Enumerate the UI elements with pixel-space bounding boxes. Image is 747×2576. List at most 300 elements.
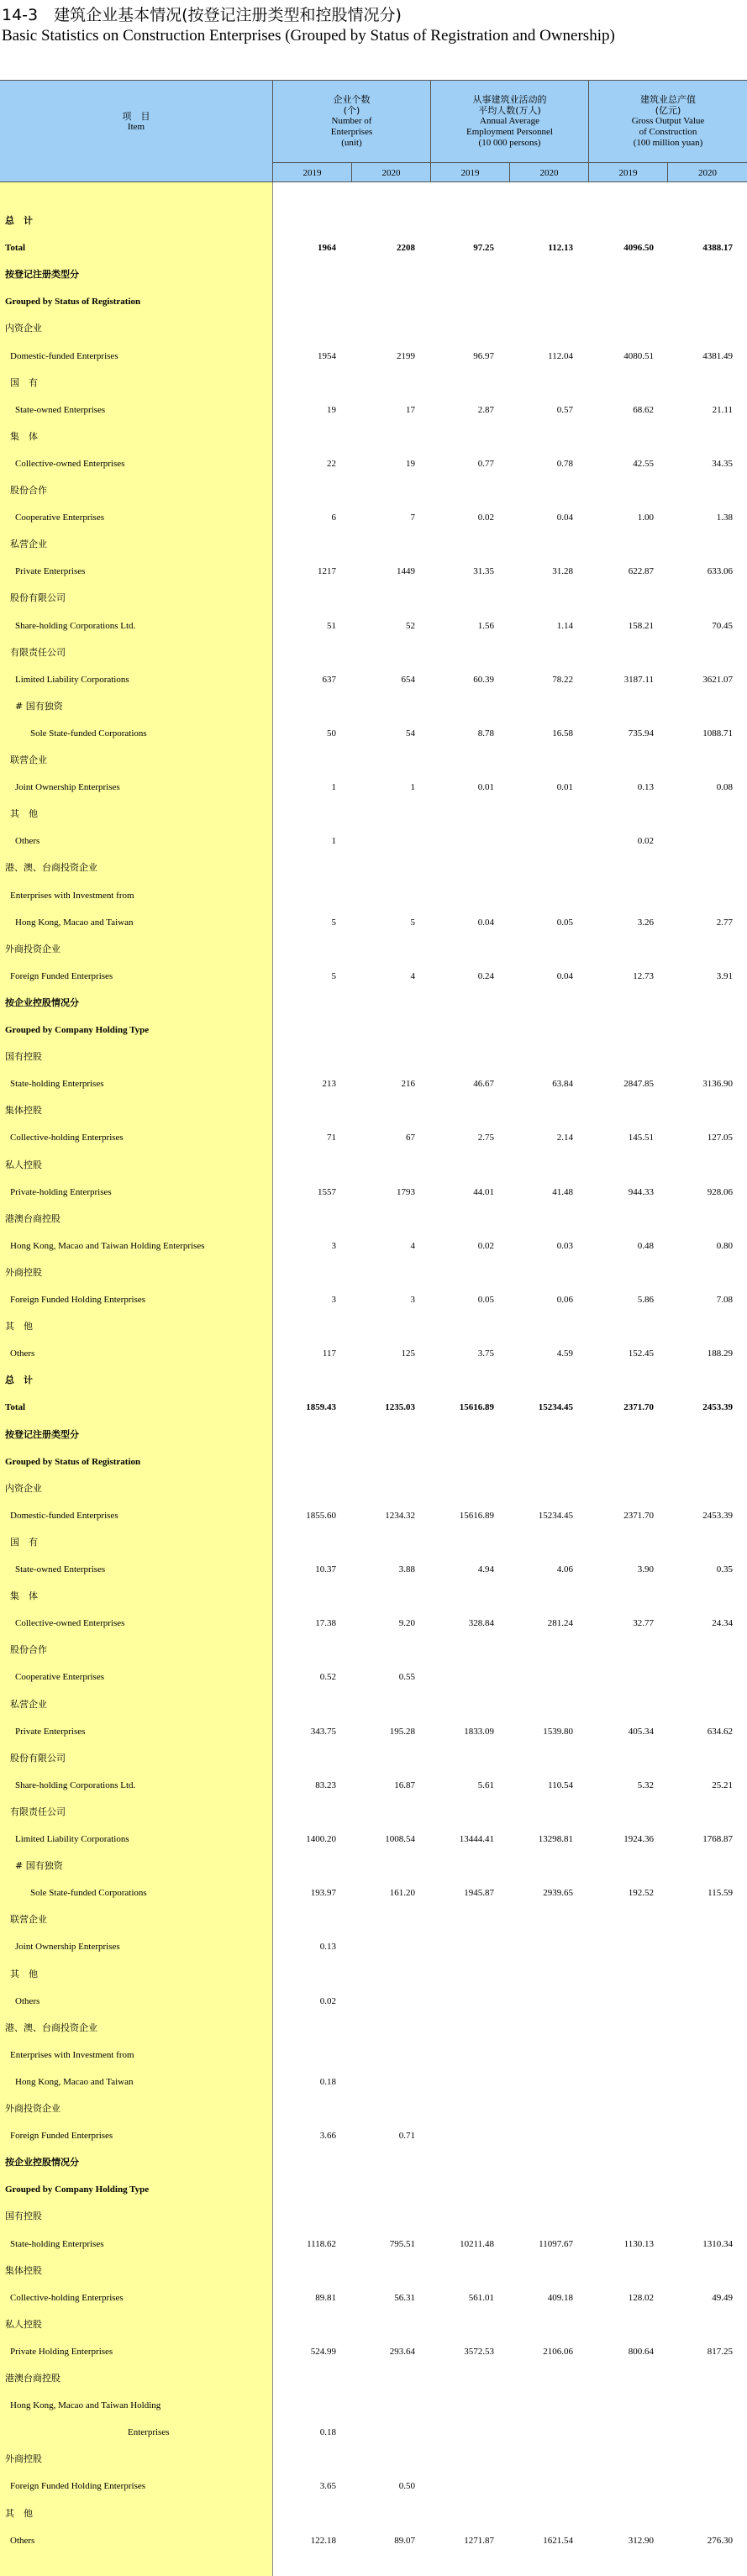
row-value	[578, 1529, 654, 1556]
row-value	[657, 747, 733, 774]
row-label: Grouped by Status of Registration	[5, 1456, 141, 1467]
row-value: 0.55	[398, 1672, 415, 1683]
header-enterprises-en2: Enterprises	[330, 127, 373, 137]
table-row	[0, 234, 747, 261]
row-value: 3136.90	[702, 1079, 733, 1090]
row-value: 19	[327, 404, 336, 415]
row-value	[657, 315, 733, 342]
row-value	[418, 1152, 494, 1179]
header-enterprises-zh: 企业个数	[333, 94, 371, 105]
row-value: 112.04	[548, 350, 573, 361]
row-value: 276.30	[707, 2535, 733, 2546]
row-value: 4080.51	[623, 350, 654, 361]
row-value	[497, 990, 573, 1017]
row-value	[339, 1691, 415, 1718]
row-value: 0.48	[637, 1240, 654, 1251]
row-value	[418, 1475, 494, 1502]
row-value: 293.64	[389, 2346, 415, 2357]
row-value	[418, 1206, 494, 1233]
row-value	[497, 2311, 573, 2338]
row-value	[339, 1583, 415, 1610]
row-value	[497, 2446, 573, 2473]
row-label: Joint Ownership Enterprises	[15, 782, 120, 793]
row-value	[418, 261, 494, 288]
row-label: 私营企业	[10, 539, 47, 550]
header-employment-zh1: 从事建筑业活动的	[472, 94, 547, 105]
row-value	[497, 2258, 573, 2284]
row-value	[339, 370, 415, 397]
row-value: 637	[322, 674, 336, 685]
row-value	[339, 1988, 415, 2015]
row-value: 2106.06	[543, 2346, 573, 2357]
table-row	[0, 2419, 747, 2446]
row-label: # 国有独资	[15, 700, 63, 712]
row-value: 328.84	[468, 1618, 494, 1629]
table-row	[0, 1422, 747, 1448]
row-value	[418, 2015, 494, 2042]
row-value: 0.02	[477, 513, 494, 523]
row-value: 112.13	[548, 243, 573, 254]
row-value: 0.13	[319, 1942, 336, 1953]
row-label: 外商控股	[5, 2453, 42, 2465]
row-value: 16.58	[552, 728, 573, 739]
table-row	[0, 1152, 747, 1179]
row-label: Grouped by Status of Registration	[5, 297, 141, 308]
row-value: 1859.43	[306, 1402, 336, 1413]
table-row	[0, 1124, 747, 1151]
row-label: 按企业控股情况分	[5, 2157, 79, 2169]
table-row	[0, 504, 747, 531]
row-value	[657, 1044, 733, 1070]
row-value: 0.05	[556, 917, 573, 928]
row-value	[657, 1422, 733, 1448]
row-value: 1.14	[556, 620, 573, 631]
row-label: 股份合作	[10, 1644, 47, 1656]
table-row	[0, 1853, 747, 1879]
row-label: 港澳台商控股	[5, 2373, 60, 2384]
row-value: 16.87	[394, 1780, 415, 1790]
row-value	[260, 854, 336, 881]
table-row	[0, 477, 747, 504]
table-row	[0, 2500, 747, 2527]
row-value	[497, 1044, 573, 1070]
row-value: 1	[410, 782, 415, 793]
row-value	[339, 2095, 415, 2122]
row-value	[339, 288, 415, 315]
row-value: 654	[401, 674, 415, 685]
row-value: 795.51	[389, 2238, 415, 2249]
row-value	[497, 477, 573, 504]
row-value: 1	[331, 836, 336, 847]
row-value: 0.01	[477, 782, 494, 793]
row-value	[418, 1745, 494, 1772]
table-row	[0, 370, 747, 397]
row-value	[497, 1017, 573, 1044]
row-value	[339, 1152, 415, 1179]
row-value: 46.67	[473, 1079, 494, 1090]
row-value: 1400.20	[306, 1834, 336, 1844]
row-value	[260, 1475, 336, 1502]
row-label: # 国有独资	[15, 1860, 63, 1872]
row-value: 51	[327, 620, 336, 631]
row-value	[578, 990, 654, 1017]
row-value: 1130.13	[623, 2238, 654, 2249]
table-row	[0, 1745, 747, 1772]
row-value	[497, 1422, 573, 1448]
row-value	[497, 801, 573, 828]
row-value	[418, 2122, 494, 2149]
row-value	[497, 1691, 573, 1718]
row-value	[497, 1529, 573, 1556]
row-label: Enterprises	[128, 2427, 170, 2438]
row-value: 12.73	[633, 970, 654, 981]
row-value: 3	[410, 1295, 415, 1305]
row-value	[339, 2176, 415, 2203]
row-label: Sole State-funded Corporations	[30, 728, 147, 739]
row-value: 5.61	[477, 1780, 494, 1790]
row-value: 1088.71	[702, 728, 733, 739]
row-value	[260, 639, 336, 666]
row-value	[418, 1367, 494, 1394]
row-value: 21.11	[712, 404, 733, 415]
row-value	[418, 1259, 494, 1286]
row-value: 2.14	[556, 1133, 573, 1143]
row-value: 1008.54	[385, 1834, 415, 1844]
row-value	[657, 2392, 733, 2419]
row-value	[418, 1422, 494, 1448]
header-enterprises-en1: Number of	[331, 116, 372, 126]
row-value: 3.90	[637, 1564, 654, 1575]
table-title-block	[0, 0, 747, 80]
row-value	[418, 1691, 494, 1718]
row-value	[657, 1691, 733, 1718]
row-value	[418, 2042, 494, 2069]
row-value: 17.38	[315, 1618, 336, 1629]
row-value: 634.62	[707, 1726, 733, 1737]
table-row	[0, 2473, 747, 2500]
row-value	[339, 2392, 415, 2419]
row-value: 193.97	[310, 1888, 336, 1899]
table-row	[0, 1097, 747, 1124]
row-value	[578, 1853, 654, 1879]
row-value	[339, 2149, 415, 2176]
row-value: 1945.87	[464, 1888, 494, 1899]
row-value	[578, 1367, 654, 1394]
row-value	[339, 261, 415, 288]
row-value: 5.86	[637, 1295, 654, 1305]
row-value: 3.66	[319, 2131, 336, 2142]
table-row	[0, 720, 747, 747]
row-value: 3572.53	[464, 2346, 494, 2357]
row-value: 15616.89	[459, 1510, 494, 1521]
row-value	[578, 315, 654, 342]
table-row	[0, 1367, 747, 1394]
row-value: 6	[331, 513, 336, 523]
row-value	[657, 828, 733, 854]
row-label: 集 体	[10, 430, 38, 442]
row-value	[657, 1475, 733, 1502]
row-value	[497, 882, 573, 909]
table-row	[0, 1637, 747, 1664]
row-value	[260, 2258, 336, 2284]
row-value: 0.18	[319, 2427, 336, 2438]
row-label: 其 他	[5, 2507, 33, 2519]
row-value	[339, 585, 415, 612]
row-value	[260, 2149, 336, 2176]
row-value	[657, 1152, 733, 1179]
row-label: Hong Kong, Macao and Taiwan Holding Enterprises	[10, 1240, 205, 1251]
row-value	[339, 1933, 415, 1960]
row-value: 213	[322, 1079, 336, 1090]
row-label: 股份有限公司	[10, 1752, 66, 1764]
row-value: 0.08	[716, 782, 733, 793]
year-2020-enterprises: 2020	[351, 162, 430, 182]
row-value: 4.06	[556, 1564, 573, 1575]
row-value: 97.25	[473, 243, 494, 254]
row-value	[657, 531, 733, 558]
row-value	[497, 693, 573, 720]
row-value	[657, 585, 733, 612]
row-label: Foreign Funded Enterprises	[10, 2131, 113, 2142]
header-output-zh: 建筑业总产值	[640, 94, 696, 105]
row-value: 89.07	[394, 2535, 415, 2546]
row-value: 0.18	[319, 2076, 336, 2087]
row-value	[657, 288, 733, 315]
row-value: 49.49	[712, 2292, 733, 2303]
header-enterprises	[272, 81, 430, 162]
row-value	[497, 315, 573, 342]
table-row	[0, 2446, 747, 2473]
row-value: 1855.60	[306, 1510, 336, 1521]
row-value	[578, 2069, 654, 2095]
table-row	[0, 774, 747, 801]
row-value	[497, 1799, 573, 1826]
row-value	[578, 1664, 654, 1690]
row-label: Private Holding Enterprises	[10, 2346, 113, 2357]
row-label: Enterprises with Investment from	[10, 2049, 134, 2060]
row-label: Limited Liability Corporations	[15, 1834, 129, 1844]
row-value	[657, 936, 733, 963]
row-value	[497, 1961, 573, 1988]
row-value	[260, 747, 336, 774]
row-value	[497, 288, 573, 315]
row-value	[578, 2176, 654, 2203]
row-value	[657, 1988, 733, 2015]
row-value	[657, 1583, 733, 1610]
header-employment-zh2: 平均人数(万人)	[478, 105, 541, 116]
row-value: 158.21	[628, 620, 654, 631]
row-value	[497, 1745, 573, 1772]
row-value	[657, 1017, 733, 1044]
table-row	[0, 2527, 747, 2554]
row-value	[657, 1313, 733, 1340]
row-label: 按登记注册类型分	[5, 269, 79, 281]
row-value	[339, 1853, 415, 1879]
row-value	[497, 585, 573, 612]
row-value	[497, 1637, 573, 1664]
table-row	[0, 1044, 747, 1070]
row-label: Others	[15, 1995, 40, 2006]
row-value	[418, 747, 494, 774]
row-label: 外商投资企业	[5, 943, 60, 954]
table-row	[0, 2176, 747, 2203]
row-value	[418, 1583, 494, 1610]
row-value	[657, 477, 733, 504]
row-label: Foreign Funded Holding Enterprises	[10, 2481, 146, 2492]
row-value	[578, 2365, 654, 2392]
row-value	[657, 2095, 733, 2122]
row-label: 国有控股	[5, 1051, 42, 1063]
row-value	[497, 1853, 573, 1879]
row-value	[260, 288, 336, 315]
row-value	[497, 208, 573, 234]
row-value	[339, 1961, 415, 1988]
row-label: Domestic-funded Enterprises	[10, 350, 118, 361]
row-label: Private Enterprises	[15, 566, 86, 577]
row-label: State-owned Enterprises	[15, 1564, 106, 1575]
row-value: 622.87	[628, 566, 654, 577]
row-value: 1271.87	[464, 2535, 494, 2546]
row-value	[418, 1961, 494, 1988]
row-value	[339, 2015, 415, 2042]
row-value: 52	[406, 620, 415, 631]
row-value	[418, 1097, 494, 1124]
row-value	[578, 1988, 654, 2015]
row-value: 115.59	[708, 1888, 733, 1899]
row-value	[339, 1017, 415, 1044]
row-value	[418, 2311, 494, 2338]
row-value	[657, 2122, 733, 2149]
row-value	[578, 1448, 654, 1475]
row-value	[497, 1664, 573, 1690]
row-value: 34.35	[712, 458, 733, 469]
table-row	[0, 1448, 747, 1475]
row-label: 按登记注册类型分	[5, 1428, 79, 1440]
row-value	[497, 1933, 573, 1960]
row-value: 1.38	[716, 513, 733, 523]
row-value: 1557	[318, 1186, 336, 1197]
row-value	[260, 1637, 336, 1664]
row-value: 281.24	[547, 1618, 573, 1629]
row-value: 3	[331, 1295, 336, 1305]
row-value	[339, 693, 415, 720]
row-value	[339, 936, 415, 963]
row-value: 4.94	[477, 1564, 494, 1575]
row-value: 3.75	[477, 1348, 494, 1359]
row-value: 24.34	[712, 1618, 733, 1629]
row-value: 96.97	[473, 350, 494, 361]
row-value	[418, 1529, 494, 1556]
row-value	[260, 585, 336, 612]
table-row	[0, 261, 747, 288]
row-label: Enterprises with Investment from	[10, 890, 134, 901]
row-value: 1235.03	[385, 1402, 415, 1413]
table-row	[0, 1475, 747, 1502]
header-enterprises-unit: (unit)	[341, 138, 362, 148]
table-row	[0, 2095, 747, 2122]
table-row	[0, 2392, 747, 2419]
row-value: 3.91	[716, 970, 733, 981]
table-row	[0, 909, 747, 936]
row-value	[260, 2042, 336, 2069]
table-row	[0, 531, 747, 558]
row-value	[497, 2069, 573, 2095]
row-value	[260, 990, 336, 1017]
row-value	[657, 261, 733, 288]
row-label: Collective-holding Enterprises	[10, 2292, 124, 2303]
row-value	[260, 2095, 336, 2122]
row-value	[418, 1933, 494, 1960]
row-value: 4388.17	[702, 243, 733, 254]
table-row	[0, 1556, 747, 1583]
row-value	[497, 2473, 573, 2500]
year-2020-employment: 2020	[509, 162, 588, 182]
row-value	[260, 2365, 336, 2392]
row-value	[339, 828, 415, 854]
row-label: 外商投资企业	[5, 2103, 60, 2114]
row-value	[260, 531, 336, 558]
table-row	[0, 1259, 747, 1286]
row-value: 70.45	[712, 620, 733, 631]
row-value	[339, 1475, 415, 1502]
row-value	[418, 828, 494, 854]
header-enterprises-unit-zh: (个)	[343, 105, 360, 116]
row-value: 10.37	[315, 1564, 336, 1575]
row-value	[657, 208, 733, 234]
row-value	[657, 1637, 733, 1664]
row-value: 2453.39	[702, 1510, 733, 1521]
row-value	[657, 2203, 733, 2230]
row-value	[578, 2392, 654, 2419]
row-value	[260, 1529, 336, 1556]
table-row	[0, 2365, 747, 2392]
row-value	[578, 1961, 654, 1988]
row-value	[260, 1799, 336, 1826]
row-value: 1234.32	[385, 1510, 415, 1521]
row-value	[657, 2176, 733, 2203]
year-2019-output: 2019	[588, 162, 667, 182]
row-value: 216	[401, 1079, 415, 1090]
row-value	[497, 370, 573, 397]
row-label: Share-holding Corporations Ltd.	[15, 620, 136, 631]
row-value	[418, 2149, 494, 2176]
row-value	[578, 2419, 654, 2446]
row-value	[578, 1475, 654, 1502]
table-row	[0, 747, 747, 774]
row-value	[260, 1313, 336, 1340]
row-value	[578, 2203, 654, 2230]
header-output-en2: of Construction	[639, 127, 697, 137]
row-value: 0.78	[556, 458, 573, 469]
row-value	[418, 882, 494, 909]
row-value: 1924.36	[623, 1834, 654, 1844]
row-label: State-holding Enterprises	[10, 1079, 104, 1090]
row-value	[657, 1529, 733, 1556]
row-value	[578, 2122, 654, 2149]
row-value: 928.06	[707, 1186, 733, 1197]
row-value	[578, 639, 654, 666]
row-value	[260, 2176, 336, 2203]
row-label: Hong Kong, Macao and Taiwan	[15, 2076, 134, 2087]
row-value: 0.01	[556, 782, 573, 793]
table-row	[0, 2069, 747, 2095]
row-value	[497, 1097, 573, 1124]
row-value	[657, 2365, 733, 2392]
row-value: 4	[410, 1240, 415, 1251]
row-value: 2371.70	[623, 1510, 654, 1521]
row-value	[260, 1044, 336, 1070]
row-value: 409.18	[547, 2292, 573, 2303]
